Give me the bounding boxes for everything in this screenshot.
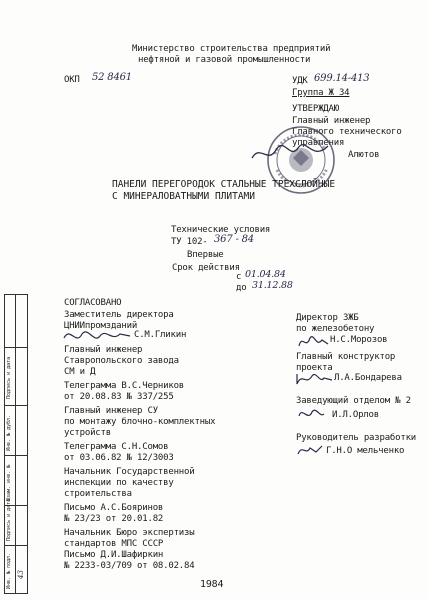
right-block-2-line-1: Главный конструктор — [296, 352, 396, 362]
margin-stamp-table — [4, 294, 28, 594]
margin-value: 43 — [17, 570, 25, 579]
left-block-1-line-1: Заместитель директора — [64, 310, 174, 320]
morozov-signature-icon — [296, 330, 330, 352]
margin-label-inv-dup: Инв. № дубл. — [6, 414, 12, 451]
left-block-3-line-1: Телеграмма В.С.Черников — [64, 381, 185, 391]
left-block-1-line-3: С.М.Гликин — [134, 330, 187, 340]
omelchenko-signature-icon — [294, 440, 324, 460]
spec-tech-conditions: Технические условия — [171, 225, 271, 235]
left-block-8-line-4: № 2233-03/709 от 08.02.84 — [64, 561, 195, 571]
spec-from-date: 01.04.84 — [245, 269, 286, 280]
spec-validity: Срок действия — [172, 263, 240, 273]
group-code: Группа Ж 34 — [292, 88, 350, 98]
spec-first-edition: Впервые — [187, 250, 224, 260]
left-block-4-line-2: по монтажу блочно-комплектных — [64, 417, 216, 427]
left-block-6-line-3: строительства — [64, 489, 132, 499]
left-block-8-line-2: стандартов МПС СССР — [64, 539, 164, 549]
right-block-2-line-2: проекта — [296, 363, 333, 373]
left-block-3-line-2: от 20.08.83 № 337/255 — [64, 392, 174, 402]
right-block-1-line-2: по железобетону — [296, 324, 375, 334]
approval-line-1: Главный инженер — [292, 116, 371, 126]
udk-value: 699.14-413 — [314, 73, 370, 84]
left-block-1-line-2: ЦНИИпромзданий — [64, 321, 138, 331]
okp-label: ОКП — [64, 75, 80, 85]
orlov-signature-icon — [296, 404, 326, 424]
document-year: 1984 — [200, 579, 224, 590]
left-block-6-line-1: Начальник Государственной — [64, 467, 195, 477]
approval-label: УТВЕРЖДАЮ — [292, 104, 339, 114]
approval-name: Алютов — [348, 150, 380, 160]
right-block-2-line-3: Л.А.Бондарева — [334, 373, 402, 383]
left-block-8-line-3: Письмо Д.И.Шафиркин — [64, 550, 164, 560]
right-block-1-line-1: Директор ЗЖБ — [296, 313, 359, 323]
left-block-2-line-2: Ставропольского завода — [64, 356, 179, 366]
spec-to-date: 31.12.88 — [252, 280, 293, 291]
right-block-4-line-2: Г.Н.О мельченко — [326, 446, 405, 456]
approval-signature-icon — [250, 140, 330, 166]
spec-to-label: до — [236, 283, 247, 293]
left-block-2-line-1: Главный инженер — [64, 345, 143, 355]
spec-from-label: с — [236, 272, 242, 282]
margin-label-replace-inv: Взам. инв. № — [6, 464, 12, 501]
right-block-3-line-1: Заведующий отделом № 2 — [296, 396, 411, 406]
left-block-5-line-1: Телеграмма С.Н.Сомов — [64, 442, 169, 452]
ministry-line-2: нефтяной и газовой промышленности — [138, 55, 311, 65]
left-block-4-line-3: устройств — [64, 428, 111, 438]
margin-label-signature-1: Подпись и дата — [6, 498, 12, 541]
left-block-2-line-3: СМ и Д — [64, 367, 96, 377]
right-block-1-line-3: Н.С.Морозов — [330, 335, 388, 345]
left-block-8-line-1: Начальник Бюро экспертизы — [64, 528, 195, 538]
right-block-3-line-2: И.Л.Орлов — [332, 410, 379, 420]
left-block-4-line-1: Главный инженер СУ — [64, 406, 158, 416]
left-block-6-line-2: инспекции по качеству — [64, 478, 174, 488]
margin-label-signature-2: Подпись и дата — [6, 356, 12, 399]
spec-tu-prefix: ТУ 102- — [171, 237, 208, 247]
title-line-1: ПАНЕЛИ ПЕРЕГОРОДОК СТАЛЬНЫЕ ТРЕХСЛОЙНЫЕ — [112, 179, 336, 190]
okp-value: 52 8461 — [92, 72, 132, 83]
bondareva-signature-icon — [294, 368, 334, 390]
udk-label: УДК — [292, 76, 308, 86]
left-block-5-line-2: от 03.06.82 № 12/3003 — [64, 453, 174, 463]
right-block-4-line-1: Руководитель разработки — [296, 433, 417, 443]
title-line-2: С МИНЕРАЛОВАТНЫМИ ПЛИТАМИ — [112, 191, 255, 202]
ministry-line-1: Министерство строительства предприятий — [132, 44, 331, 54]
margin-label-inv-orig: Инв. № подл. — [6, 552, 12, 589]
agreed-label: СОГЛАСОВАНО — [64, 298, 122, 308]
spec-tu-number: 367 - 84 — [214, 234, 254, 245]
left-block-7-line-1: Письмо А.С.Бояринов — [64, 503, 164, 513]
approval-line-2: Главного технического — [292, 127, 402, 137]
approval-line-3: управления — [292, 138, 345, 148]
left-block-7-line-2: № 23/23 от 20.01.82 — [64, 514, 164, 524]
